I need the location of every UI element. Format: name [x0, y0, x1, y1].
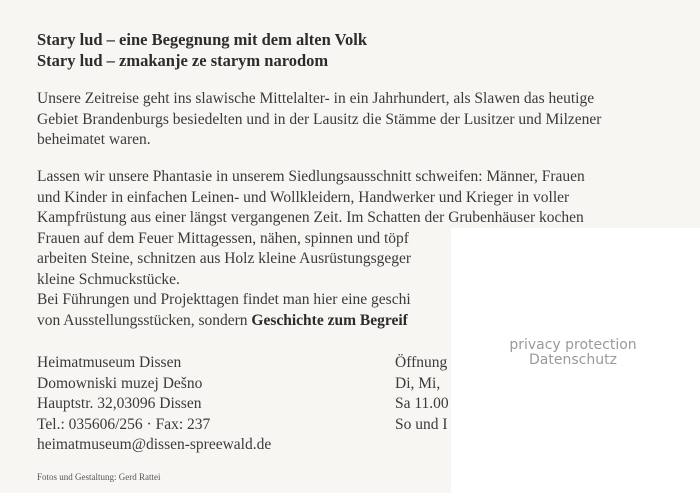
heading-german: Stary lud – eine Begegnung mit dem alten Volk [37, 30, 368, 49]
text-line: Lassen wir unsere Phantasie in unserem Siedlungsausschnitt schweifen: Männer, Frauen [37, 168, 585, 185]
text-line: Gebiet Brandenburgs besiedelten und in der Lausitz die Stämme der Lusitzer und Milzener [37, 110, 602, 128]
text-line: Kampfrüstung aus einer längst vergangenen Zeit. Im Schatten der Grubenhäuser kochen [37, 209, 584, 226]
email: heimatmuseum@dissen-spreewald.de [37, 436, 272, 453]
privacy-watermark [500, 338, 646, 368]
text-line-bold: Geschichte zum Begreif [251, 311, 408, 329]
text-line-plain: von Ausstellungsstücken, sondern [37, 311, 252, 329]
text-line: Frauen auf dem Feuer Mittagessen, nähen, spinnen und töpf [37, 229, 409, 247]
opening-hours [395, 353, 449, 435]
text-line: Unsere Zeitreise geht ins slawische Mittelalter- in ein Jahrhundert, als Slawen das heutige [37, 90, 595, 107]
text-line: arbeiten Steine, schnitzen aus Holz kleine Ausrüstungsgeger [37, 250, 412, 267]
text-line: kleine Schmuckstücke. [37, 270, 180, 288]
museum-name: Heimatmuseum Dissen [37, 354, 182, 371]
text-line: beheimatet waren. [37, 131, 151, 148]
photo-credit: Fotos und Gestaltung: Gerd Rattei [37, 472, 161, 482]
watermark-line: Datenschutz [529, 352, 617, 368]
intro-paragraph [37, 89, 662, 151]
address: Hauptstr. 32,03096 Dissen [37, 395, 202, 412]
text-line: und Kinder in einfachen Leinen- und Wollkleidern, Handwerker und Krieger in voller [37, 188, 570, 206]
phone-fax: Tel.: 035606/256 · Fax: 237 [37, 415, 211, 433]
heading-sorbian: Stary lud – zmakanje ze starym narodom [37, 51, 329, 70]
text-line: Bei Führungen und Projekttagen findet man hier eine geschi [37, 291, 411, 308]
hours-line: Di, Mi, [395, 374, 441, 392]
hours-heading: Öffnung [395, 354, 448, 371]
museum-name-sorbian: Domowniski muzej Dešno [37, 374, 203, 392]
contact-block [37, 353, 271, 456]
heading [37, 29, 367, 71]
hours-line: Sa 11.00 [395, 395, 449, 412]
hours-line: So und I [395, 415, 448, 433]
watermark-line: privacy protection [509, 337, 637, 353]
